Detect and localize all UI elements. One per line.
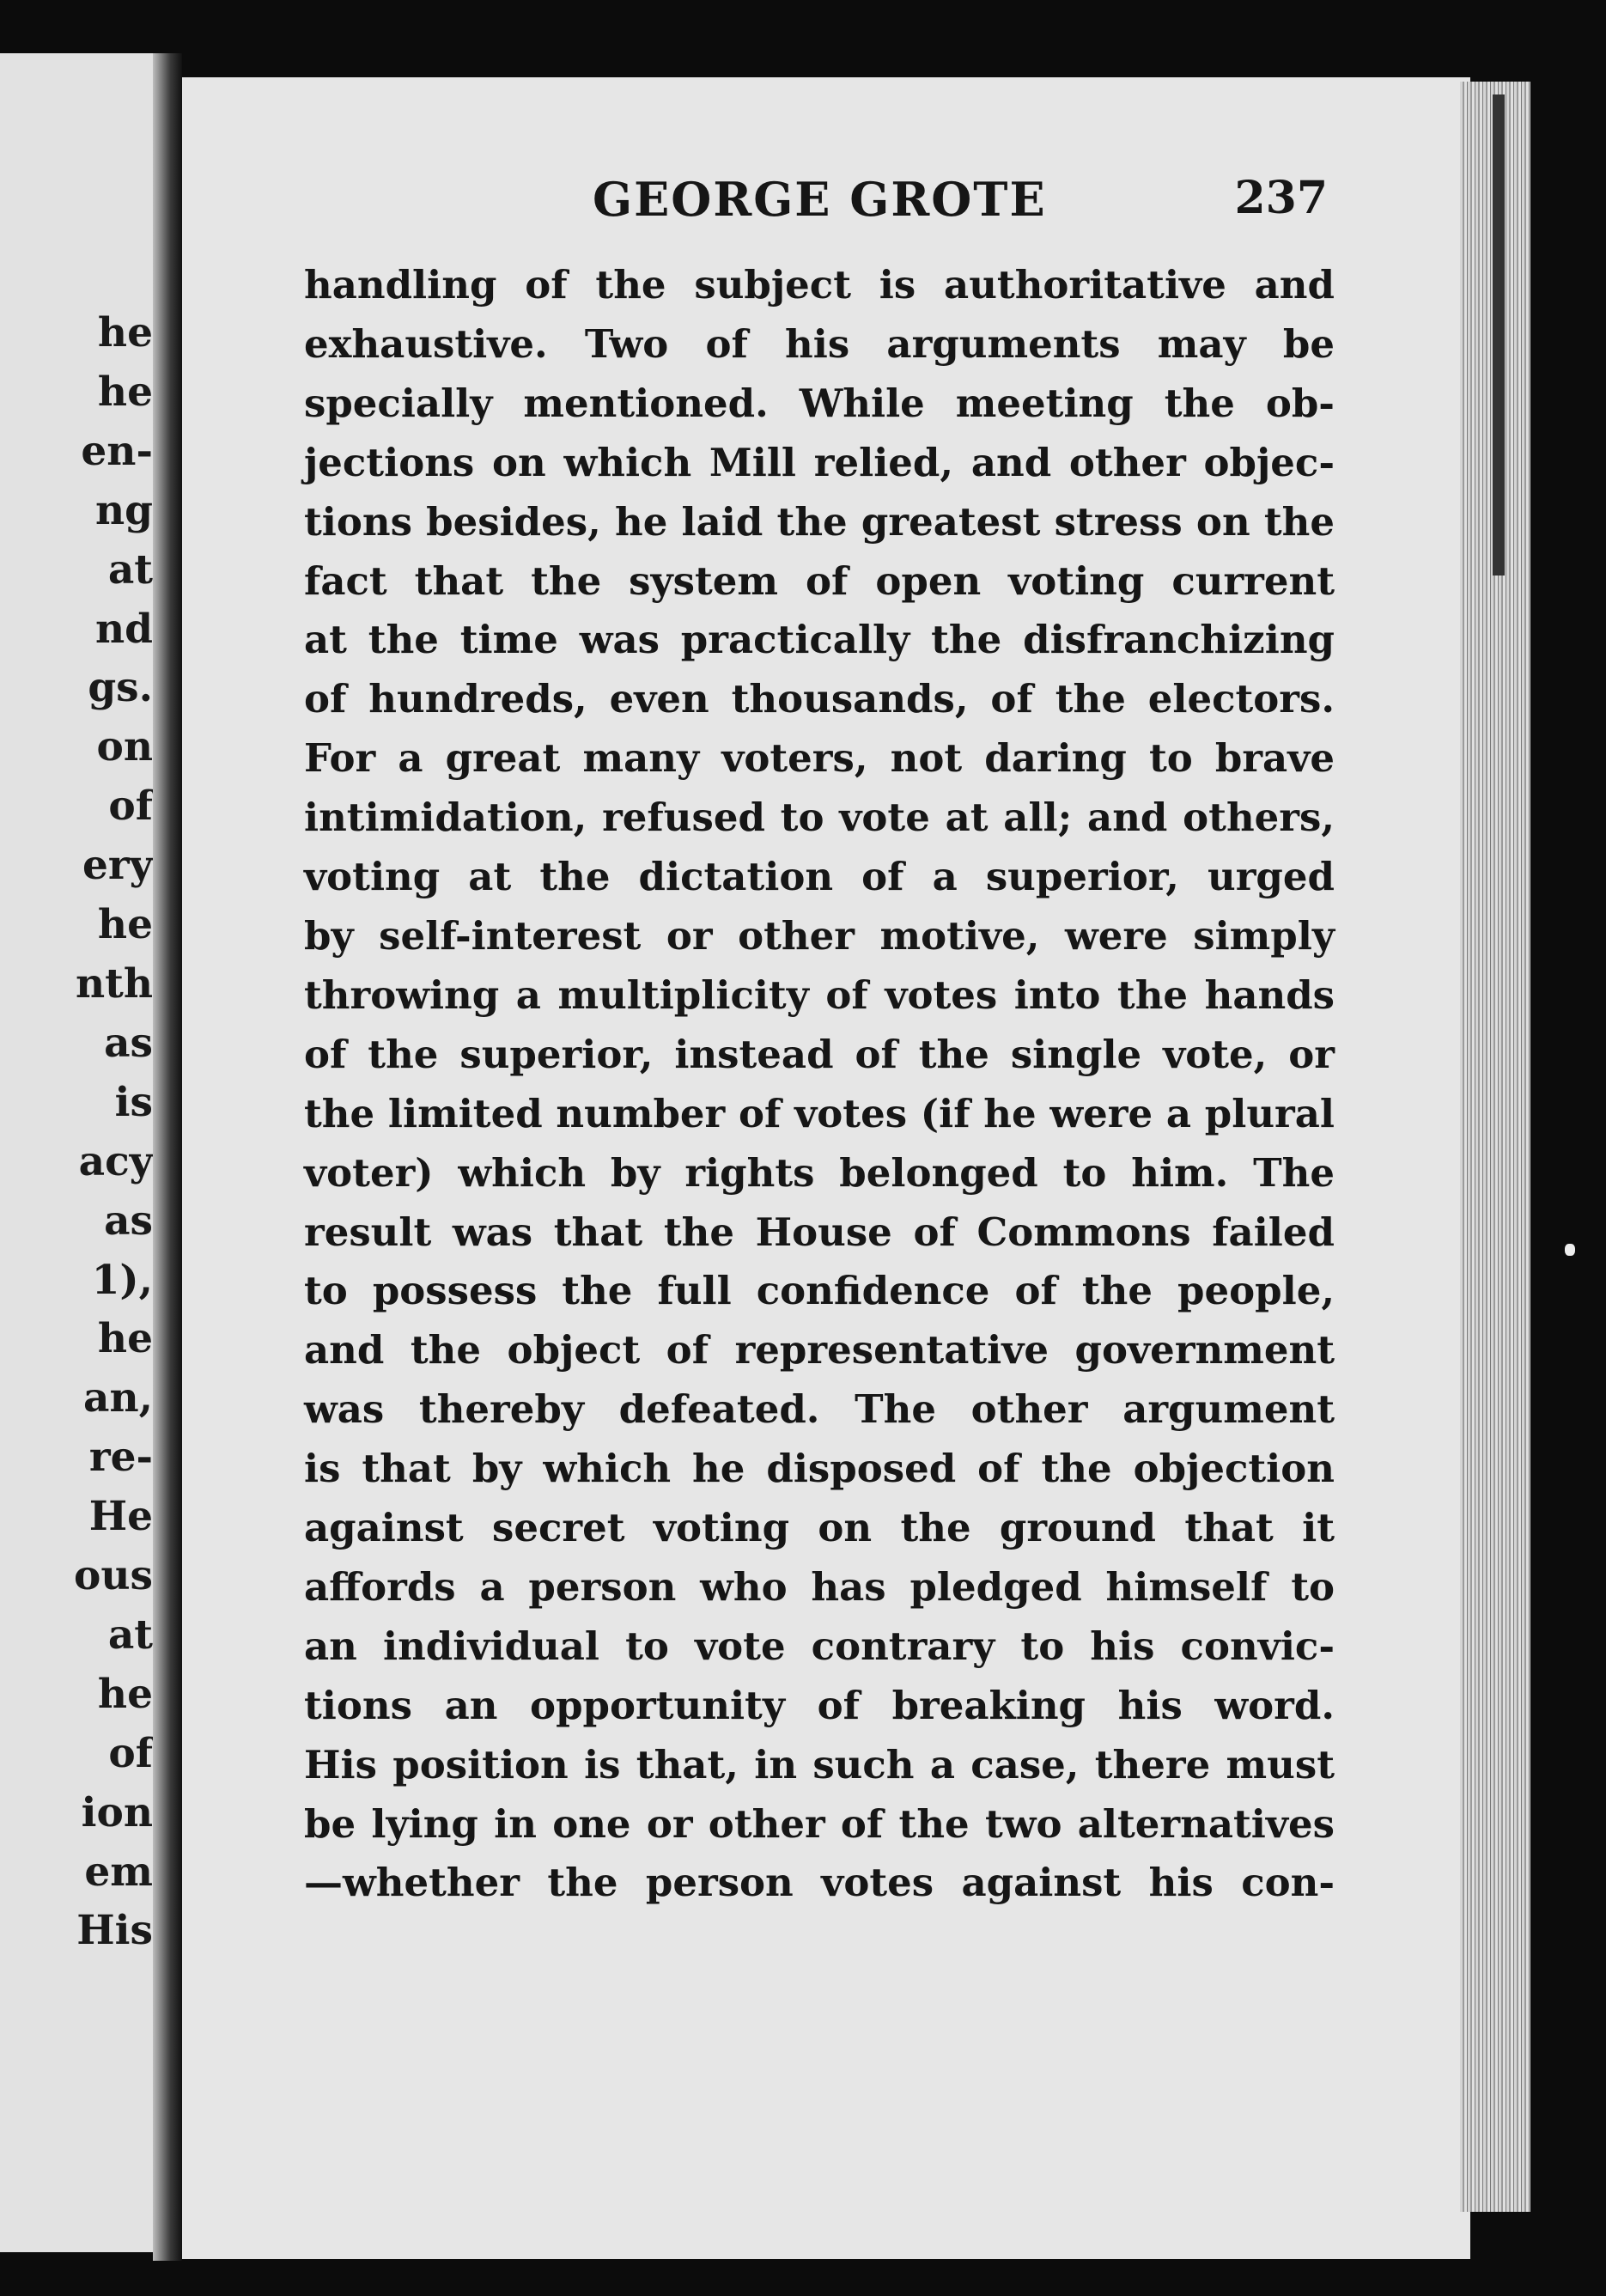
left-page-line: He: [88, 1493, 153, 1541]
text-line: an individual to vote contrary to his convic-: [304, 1623, 1335, 1669]
text-line: handling of the subject is authoritative and: [304, 262, 1335, 308]
left-page-line: en-: [81, 427, 153, 475]
text-line: result was that the House of Commons failed: [304, 1209, 1335, 1255]
text-line: His position is that, in such a case, there must: [304, 1741, 1335, 1787]
text-line: exhaustive. Two of his arguments may be: [304, 320, 1335, 367]
left-page-line: of: [108, 1729, 153, 1777]
left-page-line: on: [96, 723, 153, 771]
left-page-line: em: [84, 1848, 153, 1896]
left-page: [0, 53, 165, 2252]
left-page-line: acy: [78, 1137, 153, 1185]
text-line: by self-interest or other motive, were simply: [304, 912, 1335, 959]
left-page-line: nth: [75, 959, 153, 1008]
left-page-line: ous: [74, 1552, 153, 1600]
text-line: fact that the system of open voting current: [304, 557, 1335, 604]
text-line: jections on which Mill relied, and other objec-: [304, 439, 1335, 485]
left-page-line: at: [107, 545, 153, 594]
text-line: throwing a multiplicity of votes into the hands: [304, 971, 1335, 1018]
text-line: be lying in one or other of the two alternatives: [304, 1800, 1335, 1847]
text-line: affords a person who has pledged himself to: [304, 1563, 1335, 1610]
scan-speck: [1565, 1244, 1575, 1256]
text-line: voter) which by rights belonged to him. The: [304, 1149, 1335, 1196]
running-title: GEORGE GROTE: [593, 172, 1047, 227]
page-edge-shadow: [1493, 94, 1505, 576]
left-page-line: of: [108, 783, 153, 831]
text-line: specially mentioned. While meeting the ob-: [304, 380, 1335, 426]
text-line: against secret voting on the ground that it: [304, 1505, 1335, 1551]
left-page-line: he: [97, 309, 153, 356]
page-number: 237: [1234, 172, 1328, 224]
left-page-line: ion: [81, 1788, 153, 1836]
text-line: of the superior, instead of the single vote, or: [304, 1031, 1335, 1077]
body-text: [304, 256, 1335, 1913]
text-line: voting at the dictation of a superior, urged: [304, 854, 1335, 900]
left-page-text: [74, 304, 153, 1961]
left-page-line: as: [104, 1019, 153, 1067]
text-line: was thereby defeated. The other argument: [304, 1386, 1335, 1433]
text-line: to possess the full confidence of the people,: [304, 1268, 1335, 1314]
left-page-line: he: [97, 1315, 153, 1363]
book-gutter: [153, 53, 182, 2261]
left-page-line: ery: [82, 842, 153, 890]
left-page-line: ng: [94, 486, 153, 534]
text-line: of hundreds, even thousands, of the electors.: [304, 676, 1335, 722]
text-line: and the object of representative government: [304, 1327, 1335, 1373]
left-page-line: gs.: [88, 664, 153, 712]
left-page-line: he: [97, 1670, 153, 1718]
text-line: tions besides, he laid the greatest stress on the: [304, 498, 1335, 545]
text-line: —whether the person votes against his con-: [304, 1860, 1335, 1906]
left-page-line: 1),: [91, 1256, 153, 1304]
text-line: the limited number of votes (if he were a plural: [304, 1090, 1335, 1136]
left-page-line: he: [97, 901, 153, 949]
text-line: For a great many voters, not daring to brave: [304, 735, 1335, 782]
text-line: at the time was practically the disfranchizing: [304, 617, 1335, 663]
left-page-line: is: [114, 1078, 153, 1126]
left-page-line: as: [104, 1197, 153, 1245]
left-page-line: His: [76, 1907, 153, 1955]
running-head: [593, 172, 1328, 232]
text-line: tions an opportunity of breaking his word.: [304, 1682, 1335, 1728]
text-line: is that by which he disposed of the objection: [304, 1446, 1335, 1492]
text-line: intimidation, refused to vote at all; and others,: [304, 795, 1335, 841]
left-page-line: nd: [94, 605, 153, 653]
left-page-line: an,: [83, 1374, 153, 1422]
left-page-line: re-: [88, 1434, 153, 1482]
left-page-line: he: [97, 368, 153, 416]
left-page-line: at: [107, 1611, 153, 1659]
